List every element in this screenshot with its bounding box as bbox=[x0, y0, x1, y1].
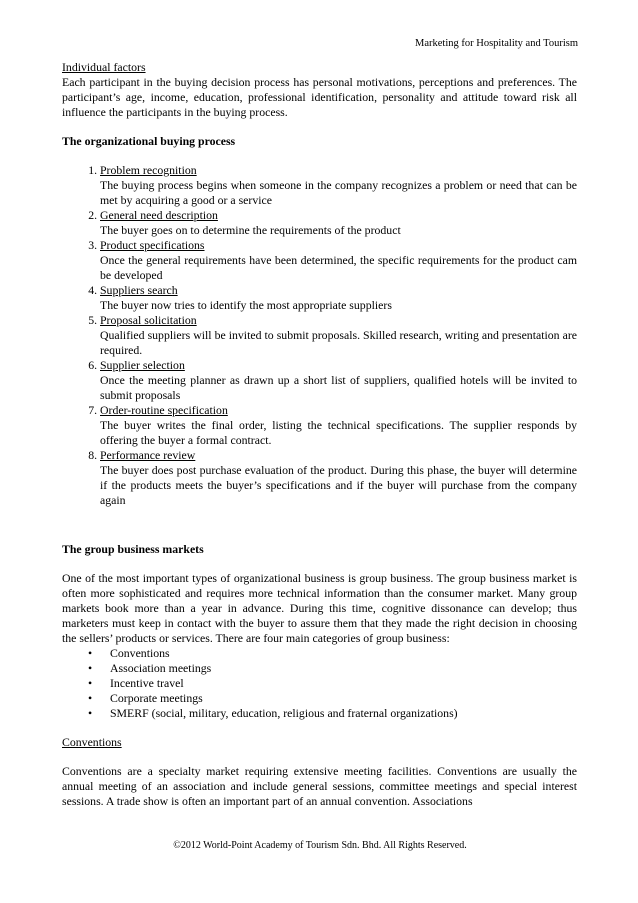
individual-factors-text: Each participant in the buying decision process has personal motivations, perceptions and preferences. The participant’s age, income, education, professional identification, personality and attitude toward risk all influence the participants in the buying process. bbox=[62, 75, 577, 119]
page-footer bbox=[0, 840, 638, 851]
individual-factors-heading: Individual factors bbox=[62, 60, 146, 74]
group-markets-text: One of the most important types of organizational business is group business. The group business market is often more sophisticated and requires more technical information than the consumer market. Many group markets book more than a year in advance. During this time, cognitive dissonance can develop; thus marketers must keep in contact with the buyer to assure them that they made the right decision in choosing the sellers’ products or services. There are four main categories of group business: bbox=[62, 571, 577, 645]
step-item bbox=[100, 208, 577, 238]
step-description: The buyer goes on to determine the requirements of the product bbox=[100, 223, 401, 237]
list-item: • Incentive travel bbox=[110, 676, 577, 691]
step-description: Once the general requirements have been determined, the specific requirements for the product cam be developed bbox=[100, 253, 577, 282]
group-business-categories bbox=[62, 646, 577, 721]
step-title: Performance review bbox=[100, 448, 196, 462]
step-item bbox=[100, 283, 577, 313]
step-item bbox=[100, 403, 577, 448]
step-title: Suppliers search bbox=[100, 283, 178, 297]
step-item bbox=[100, 238, 577, 283]
conventions-heading: Conventions bbox=[62, 735, 122, 749]
buying-process-steps bbox=[62, 163, 577, 508]
step-item bbox=[100, 313, 577, 358]
step-item bbox=[100, 358, 577, 403]
step-description: The buyer does post purchase evaluation of the product. During this phase, the buyer will determine if the products meets the buyer’s specifications and if the buyer will purchase from the company again bbox=[100, 463, 577, 507]
step-title: Supplier selection bbox=[100, 358, 185, 372]
page-header: Marketing for Hospitality and Tourism bbox=[415, 38, 578, 49]
step-description: The buyer writes the final order, listing the technical specifications. The supplier responds by offering the buyer a formal contract. bbox=[100, 418, 577, 447]
step-item bbox=[100, 163, 577, 208]
list-item: • Conventions bbox=[110, 646, 577, 661]
org-buying-process-heading: The organizational buying process bbox=[62, 134, 236, 148]
step-title: Problem recognition bbox=[100, 163, 197, 177]
step-title: Order-routine specification bbox=[100, 403, 228, 417]
list-item: • Corporate meetings bbox=[110, 691, 577, 706]
step-description: Qualified suppliers will be invited to submit proposals. Skilled research, writing and presentation are required. bbox=[100, 328, 577, 357]
step-title: General need description bbox=[100, 208, 218, 222]
step-description: Once the meeting planner as drawn up a short list of suppliers, qualified hotels will be invited to submit proposals bbox=[100, 373, 577, 402]
copyright-text: ©2012 World-Point Academy of Tourism Sdn. Bhd. All Rights Reserved. bbox=[173, 840, 467, 851]
step-description: The buying process begins when someone in the company recognizes a problem or need that can be met by acquiring a good or a service bbox=[100, 178, 577, 207]
page-content bbox=[62, 60, 577, 809]
step-title: Proposal solicitation bbox=[100, 313, 197, 327]
step-title: Product specifications bbox=[100, 238, 205, 252]
step-description: The buyer now tries to identify the most appropriate suppliers bbox=[100, 298, 392, 312]
step-item bbox=[100, 448, 577, 508]
list-item: • SMERF (social, military, education, religious and fraternal organizations) bbox=[110, 706, 577, 721]
group-markets-heading: The group business markets bbox=[62, 542, 204, 556]
conventions-text: Conventions are a specialty market requiring extensive meeting facilities. Conventions are usually the annual meeting of an association and include general sessions, committee meetings and special interest sessions. A trade show is often an important part of an annual convention. Associations bbox=[62, 764, 577, 808]
list-item: • Association meetings bbox=[110, 661, 577, 676]
